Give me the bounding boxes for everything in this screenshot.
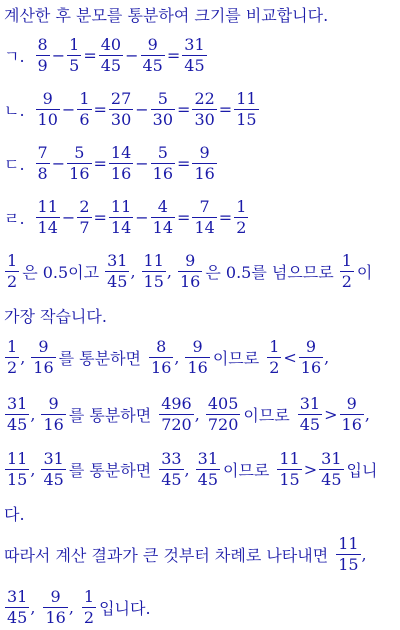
fraction: $\frac{9}{16}$ [180, 250, 201, 291]
fraction: $\frac{22}{30}$ [194, 88, 215, 129]
operator: = [218, 99, 233, 119]
operator: − [61, 207, 76, 227]
operator: = [177, 153, 191, 173]
fraction: $\frac{27}{30}$ [110, 88, 132, 129]
operator: − [125, 45, 139, 65]
item-label: ㄴ. [4, 100, 25, 120]
fraction: $\frac{5}{30}$ [152, 88, 174, 129]
operator: = [166, 45, 181, 65]
fraction: $\frac{14}{16}$ [110, 142, 132, 183]
comparison-text: 를 통분하면 [68, 460, 152, 480]
comparison-operator: > [324, 404, 338, 424]
item-label: ㄹ. [4, 208, 25, 228]
fraction: $\frac{5}{16}$ [69, 142, 90, 183]
intro-text: 계산한 후 분모를 통분하여 크기를 비교합니다. [4, 5, 329, 25]
statement-text: 은 0.5를 넘으므로 [205, 262, 334, 282]
comparison-line-3: $\frac{11}{15}$ , $\frac{31}{45}$ 를 통분하면 $\frac{33}{45}$ , $\frac{31}{45}$ 이므로 $\frac{11}{15}$ > $\frac{31}{45}$ 입니 [7, 448, 378, 489]
operator: = [83, 45, 97, 65]
operator: = [93, 153, 107, 173]
operator: = [93, 207, 107, 227]
fraction: $\frac{31}{45}$ [184, 34, 205, 75]
fraction: $\frac{11}{15}$ [143, 250, 164, 291]
final-line-1: 따라서 계산 결과가 큰 것부터 차례로 나타내면 $\frac{11}{15}$ , [4, 533, 367, 574]
fraction: $\frac{1}{2}$ [269, 336, 280, 377]
fraction: $\frac{31}{45}$ [197, 448, 218, 489]
operator: = [218, 207, 233, 227]
fraction: $\frac{496}{720}$ [161, 393, 192, 434]
statement-text: 은 0.5이고 [22, 262, 100, 282]
comparison-operator: < [283, 347, 297, 367]
comparison-text: 를 통분하면 [58, 348, 142, 368]
comparison-text: 이므로 [243, 405, 290, 425]
fraction: $\frac{11}{15}$ [279, 448, 300, 489]
fraction: $\frac{1}{5}$ [69, 34, 80, 75]
fraction: $\frac{9}{16}$ [194, 142, 215, 183]
operator: = [93, 99, 107, 119]
fraction: $\frac{1}{2}$ [7, 250, 18, 291]
operator: = [177, 207, 191, 227]
fraction: $\frac{9}{16}$ [341, 393, 362, 434]
operator: − [51, 45, 66, 65]
fraction: $\frac{11}{15}$ [236, 88, 257, 129]
comparison-text: 입니 [346, 460, 378, 480]
statement-line-2: 가장 작습니다. [4, 306, 107, 326]
fraction: $\frac{33}{45}$ [161, 448, 182, 489]
fraction: $\frac{9}{45}$ [142, 34, 163, 75]
fraction: $\frac{5}{16}$ [152, 142, 174, 183]
comparison-line-3-end: 다. [4, 504, 25, 524]
comparison-line-1: $\frac{1}{2}$ , $\frac{9}{16}$ 를 통분하면 $\frac{8}{16}$ , $\frac{9}{16}$ 이므로 $\frac{1}{2}$ < $\frac{9}{16}$ , [7, 336, 330, 377]
fraction: $\frac{31}{45}$ [321, 448, 342, 489]
fraction: $\frac{405}{720}$ [207, 393, 239, 434]
item-label: ㄷ. [4, 154, 25, 174]
operator: − [135, 153, 149, 173]
fraction: $\frac{1}{6}$ [79, 88, 90, 129]
equation-line [4, 86, 398, 132]
operator: − [51, 153, 66, 173]
fraction: $\frac{7}{8}$ [37, 142, 48, 183]
fraction: $\frac{31}{45}$ [7, 393, 28, 434]
comparison-text: 를 통분하면 [68, 405, 152, 425]
fraction: $\frac{8}{16}$ [151, 336, 172, 377]
fraction: $\frac{31}{45}$ [43, 448, 64, 489]
fraction: $\frac{31}{45}$ [299, 393, 321, 434]
fraction: $\frac{1}{2}$ [341, 250, 352, 291]
fraction: $\frac{4}{14}$ [152, 196, 174, 237]
item-label: ㄱ. [4, 46, 25, 66]
comparison-operator: > [303, 459, 318, 479]
fraction: $\frac{2}{7}$ [79, 196, 90, 237]
fraction: $\frac{11}{14}$ [110, 196, 132, 237]
fraction: $\frac{1}{2}$ [7, 336, 18, 377]
operator: = [177, 99, 191, 119]
fraction: $\frac{9}{16}$ [43, 393, 64, 434]
fraction: $\frac{11}{14}$ [37, 196, 58, 237]
fraction: $\frac{9}{16}$ [33, 336, 54, 377]
final-line-2: $\frac{31}{45}$ , $\frac{9}{16}$ , $\frac{1}{2}$ 입니다. [7, 586, 151, 627]
fraction: $\frac{40}{45}$ [100, 34, 122, 75]
final-text: 입니다. [99, 598, 151, 618]
fraction: $\frac{8}{9}$ [37, 34, 48, 75]
comparison-line-2: $\frac{31}{45}$ , $\frac{9}{16}$ 를 통분하면 $\frac{496}{720}$ , $\frac{405}{720}$ 이므로 $\frac{31}{45}$ > $\frac{9}{16}$ , [7, 393, 370, 434]
fraction: $\frac{1}{2}$ [83, 586, 95, 627]
equation-line [4, 194, 398, 240]
fraction: $\frac{9}{16}$ [45, 586, 66, 627]
fraction: $\frac{7}{14}$ [194, 196, 215, 237]
final-text: 따라서 계산 결과가 큰 것부터 차례로 나타내면 [4, 545, 329, 565]
fraction: $\frac{9}{10}$ [37, 88, 58, 129]
fraction: $\frac{31}{45}$ [7, 586, 28, 627]
operator: − [135, 99, 149, 119]
statement-text: 이 [356, 262, 373, 282]
fraction: $\frac{11}{15}$ [338, 533, 359, 574]
fraction: $\frac{1}{2}$ [236, 196, 247, 237]
equation-line [4, 32, 398, 78]
fraction: $\frac{31}{45}$ [107, 250, 128, 291]
operator: − [135, 207, 149, 227]
equation-line [4, 140, 398, 186]
statement-line-1: $\frac{1}{2}$ 은 0.5이고 $\frac{31}{45}$ , $\frac{11}{15}$ , $\frac{9}{16}$ 은 0.5를 넘으므로 $\frac{1}{2}$ 이 [7, 250, 373, 291]
comparison-text: 이므로 [212, 348, 260, 368]
fraction: $\frac{11}{15}$ [7, 448, 28, 489]
comparison-text: 이므로 [223, 460, 270, 480]
fraction: $\frac{9}{16}$ [300, 336, 322, 377]
fraction: $\frac{9}{16}$ [187, 336, 208, 377]
operator: − [61, 99, 76, 119]
